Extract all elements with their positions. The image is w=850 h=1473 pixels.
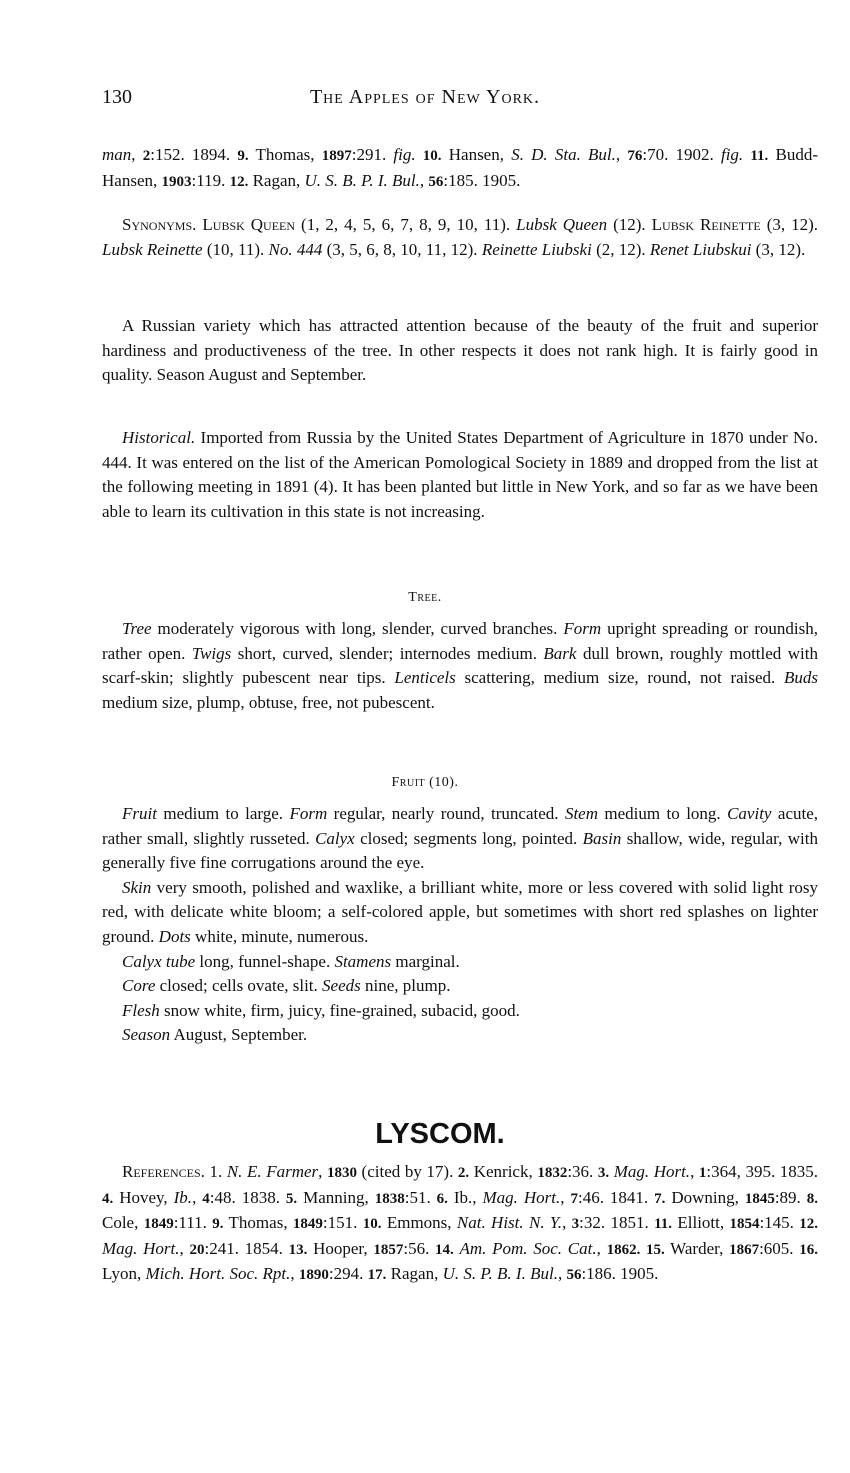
bold-number: 1867 [729, 1241, 760, 1258]
italic-text: Mag. Hort. [482, 1187, 561, 1207]
bold-number: 1830 [326, 1165, 357, 1181]
italic-text: Historical. [122, 428, 196, 447]
text-run: medium size, plump, obtuse, free, not pubescent. [102, 692, 435, 712]
text-run: snow white, firm, juicy, fine-grained, subacid, good. [159, 1000, 520, 1020]
text-run: Hooper, [307, 1238, 374, 1258]
italic-text: S. D. Sta. Bul. [511, 145, 616, 164]
small-caps-text: References. [122, 1162, 205, 1181]
bold-number: 2. [457, 1165, 470, 1181]
italic-text: man [102, 145, 132, 164]
bold-number: 20 [189, 1241, 205, 1258]
italic-text: Stem [564, 804, 598, 823]
text-run: :605. [759, 1238, 800, 1258]
text-run: Hansen, [441, 145, 512, 164]
text-run: Imported from Russia by the United States Department of Agriculture in 1870 under No. 444. It was entered on the list of the American Pomological Society in 1889 and dropped from the list at the following meeting in 1891 (4). It has been planted but little in New York, and so far as we have been able to learn its cultivation in this state is not increasing. [102, 428, 818, 521]
text-run: Ragan, [386, 1264, 443, 1284]
text-run: , [179, 1238, 190, 1258]
text-run: :70. 1902. [642, 145, 721, 164]
text-run: :291. [351, 145, 394, 164]
bold-number: 7 [570, 1190, 578, 1207]
italic-text: Form [289, 804, 328, 823]
italic-text: U. S. P. B. I. Bul. [442, 1264, 558, 1284]
text-run: scattering, medium size, round, not raised. [455, 668, 784, 688]
italic-text: Basin [582, 828, 622, 848]
references-continuation [102, 143, 818, 194]
italic-text: Mag. Hort. [613, 1162, 691, 1181]
text-run: :294. [328, 1264, 368, 1284]
text-run: white, minute, numerous. [190, 926, 369, 946]
tree-heading: Tree. [408, 590, 442, 605]
text-run: Hovey, [113, 1187, 174, 1207]
text-run: medium to long. [598, 804, 728, 823]
bold-number: 16. [799, 1241, 819, 1258]
text-run: (cited by 17). [356, 1162, 458, 1181]
italic-text: Season [122, 1025, 171, 1045]
text-run: , [560, 1187, 571, 1207]
small-caps-text: Lubsk Queen [202, 215, 296, 234]
text-run: (3, 5, 6, 8, 10, 11, 12). [322, 239, 482, 259]
intro-paragraph [102, 314, 818, 388]
italic-text: Am. Pom. Soc. Cat. [459, 1238, 597, 1258]
text-run: medium to large. [156, 804, 290, 823]
bold-number: 11. [654, 1216, 673, 1233]
bold-number: 1849 [292, 1216, 323, 1233]
bold-number: 1854 [729, 1216, 760, 1233]
text-run: shallow, wide, regular, with generally five fine corrugations around the eye. [102, 828, 818, 873]
text-run: long, funnel-shape. [195, 951, 335, 971]
italic-text: Dots [158, 926, 191, 946]
text-run: marginal. [391, 951, 460, 971]
bold-number: 1832 [537, 1165, 568, 1181]
bold-number: 6. [436, 1190, 448, 1207]
text-run: 1. [204, 1162, 227, 1181]
text-run: August, September. [170, 1025, 308, 1045]
text-run: , [192, 1187, 203, 1207]
text-run: closed; segments long, pointed. [354, 828, 583, 848]
bold-number: 1857 [373, 1241, 404, 1258]
italic-text: Twigs [191, 643, 232, 663]
text-run: Ragan, [248, 170, 305, 190]
text-run: , [690, 1162, 699, 1181]
bold-number: 17. [367, 1267, 387, 1284]
text-run: upright spreading or roundish, rather open. [102, 619, 818, 663]
fruit-description [102, 802, 818, 1048]
italic-text: fig. [720, 145, 744, 164]
bold-number: 1 [698, 1165, 707, 1181]
italic-text: Stamens [334, 951, 392, 971]
italic-text: Core [122, 976, 156, 996]
text-run: (12). [607, 215, 652, 234]
small-caps-text: Synonyms. [122, 215, 197, 234]
text-run: Lyon, [102, 1264, 146, 1284]
text-run: , [562, 1213, 572, 1233]
text-run: :32. 1851. [579, 1213, 655, 1233]
text-run: (3, 12). [751, 239, 806, 259]
text-run: (2, 12). [591, 239, 650, 259]
text-run: :119. [191, 170, 230, 190]
text-run: :145. [759, 1213, 800, 1233]
text-run: :241. 1854. [204, 1238, 289, 1258]
fruit-paragraph [102, 802, 818, 876]
italic-text: Tree [122, 619, 152, 638]
bold-number: 13. [288, 1241, 308, 1258]
fruit-paragraph [102, 876, 818, 950]
bold-number: 1903 [161, 173, 192, 190]
italic-text: Lubsk Reinette [102, 239, 203, 259]
text-run: Kenrick, [469, 1162, 538, 1181]
text-run: :46. 1841. [577, 1187, 655, 1207]
text-run: , [596, 1238, 607, 1258]
bold-number: 14. [435, 1241, 454, 1258]
italic-text: fig. [393, 145, 416, 164]
text-run: closed; cells ovate, slit. [155, 976, 323, 996]
text-run: Warder, [664, 1238, 730, 1258]
text-run: :89. [774, 1187, 807, 1207]
bold-number: 11. [750, 148, 769, 164]
bold-number: 5. [285, 1190, 298, 1207]
bold-number: 1838 [374, 1190, 405, 1207]
italic-text: Lubsk Queen [516, 215, 608, 234]
running-title: The Apples of New York. [309, 86, 541, 108]
bold-number: 9. [212, 1216, 224, 1233]
text-run: Thomas, [248, 145, 322, 164]
page-number: 130 [102, 86, 132, 108]
italic-text: Fruit [122, 804, 157, 823]
text-run: Emmons, [381, 1213, 457, 1233]
italic-text: Calyx tube [122, 951, 196, 971]
text-run: short, curved, slender; internodes medium. [231, 643, 544, 663]
text-run: Ib., [447, 1187, 483, 1207]
text-run: regular, nearly round, truncated. [327, 804, 565, 823]
text-run: Cole, [102, 1213, 144, 1233]
fruit-paragraph [102, 999, 818, 1024]
bold-number: 1862. [606, 1241, 641, 1258]
text-run: very smooth, polished and waxlike, a brilliant white, more or less covered with solid light rosy red, with delicate white bloom; a self-colored apple, but sometimes with short red splashes on lighter ground. [102, 877, 818, 946]
text-run: , [290, 1264, 299, 1284]
references-paragraph [102, 1160, 818, 1288]
text-run: nine, plump. [360, 976, 451, 996]
small-caps-text: Lubsk Reinette [651, 215, 761, 234]
italic-text: Lenticels [394, 668, 456, 688]
italic-text: U. S. B. P. I. Bul. [304, 170, 420, 190]
bold-number: 1849 [143, 1216, 174, 1233]
bold-number: 4 [202, 1190, 210, 1207]
text-run: A Russian variety which has attracted attention because of the beauty of the fruit and superior hardiness and productiveness of the tree. In other respects it does not rank high. It is fairly good in quality. Season August and September. [102, 316, 818, 385]
bold-number: 10. [422, 148, 442, 164]
italic-text: Skin [122, 877, 152, 897]
bold-number: 4. [102, 1190, 114, 1207]
text-run: :51. [404, 1187, 437, 1207]
bold-number: 2 [142, 148, 151, 164]
bold-number: 15. [646, 1241, 665, 1258]
bold-number: 3. [597, 1165, 610, 1181]
bold-number: 9. [237, 148, 249, 164]
italic-text: Reinette Liubski [481, 239, 592, 259]
italic-text: Mich. Hort. Soc. Rpt. [145, 1264, 291, 1284]
text-run: , [557, 1264, 567, 1284]
italic-text: Ib. [173, 1187, 193, 1207]
italic-text: Renet Liubskui [649, 239, 752, 259]
italic-text: Buds [784, 668, 818, 688]
text-run: Manning, [297, 1187, 375, 1207]
text-run: :56. [403, 1238, 436, 1258]
bold-number: 76 [627, 148, 643, 164]
bold-number: 12. [799, 1216, 819, 1233]
italic-text: No. 444 [268, 239, 323, 259]
italic-text: N. E. Farmer [226, 1162, 319, 1181]
text-run: :36. [567, 1162, 598, 1181]
italic-text: Bark [543, 643, 577, 663]
fruit-paragraph [102, 1023, 818, 1048]
text-run: :151. [322, 1213, 363, 1233]
text-run: :48. 1838. [209, 1187, 286, 1207]
italic-text: Mag. Hort. [102, 1238, 180, 1258]
tree-paragraph [102, 617, 818, 715]
text-run: :152. 1894. [150, 145, 238, 164]
text-run: (1, 2, 4, 5, 6, 7, 8, 9, 10, 11). [295, 215, 517, 234]
italic-text: Flesh [122, 1000, 160, 1020]
fruit-paragraph [102, 950, 818, 975]
text-run: , [615, 145, 628, 164]
bold-number: 1897 [321, 148, 352, 164]
italic-text: Cavity [727, 804, 772, 823]
text-run: moderately vigorous with long, slender, curved branches. [151, 619, 564, 638]
historical-paragraph [102, 426, 818, 524]
bold-number: 56 [428, 173, 444, 190]
bold-number: 7. [654, 1190, 666, 1207]
bold-number: 3 [571, 1216, 580, 1233]
text-run: Budd-Hansen, [102, 145, 819, 190]
text-run: :364, 395. 1835. [706, 1162, 819, 1181]
text-run: :111. [173, 1213, 213, 1233]
text-run: dull brown, roughly mottled with scarf-skin; slightly pubescent near tips. [102, 643, 818, 688]
text-run [416, 145, 423, 164]
bold-number: 10. [362, 1216, 382, 1233]
italic-text: Seeds [322, 976, 361, 996]
text-run: , [318, 1162, 327, 1181]
bold-number: 56 [566, 1267, 582, 1284]
text-run: :185. 1905. [443, 170, 521, 190]
bold-number: 8. [806, 1190, 819, 1207]
text-run: , [419, 170, 429, 190]
text-run: (3, 12). [760, 215, 819, 234]
text-run: :186. 1905. [581, 1264, 659, 1284]
text-run: Downing, [665, 1187, 745, 1207]
text-run: Elliott, [672, 1213, 730, 1233]
synonyms-paragraph [102, 213, 818, 262]
variety-title: LYSCOM. [375, 1118, 505, 1150]
bold-number: 12. [229, 173, 249, 190]
text-run: (10, 11). [202, 239, 269, 259]
italic-text: Form [563, 619, 602, 638]
bold-number: 1845 [744, 1190, 775, 1207]
italic-text: Calyx [315, 828, 355, 848]
fruit-heading: Fruit (10). [391, 775, 459, 790]
bold-number: 1890 [298, 1267, 329, 1284]
italic-text: Nat. Hist. N. Y. [456, 1213, 563, 1233]
text-run: acute, rather small, slightly russeted. [102, 804, 819, 848]
text-run: Thomas, [223, 1213, 293, 1233]
text-run: , [131, 145, 143, 164]
fruit-paragraph [102, 974, 818, 999]
